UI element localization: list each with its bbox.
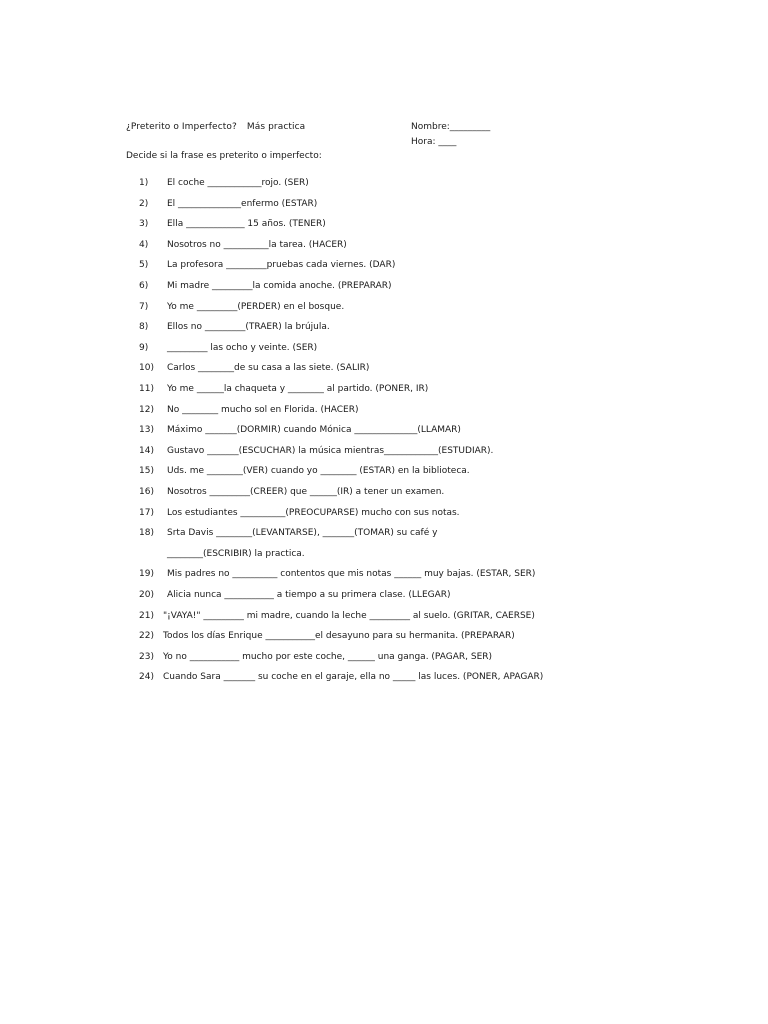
exercise-number: 14) (139, 445, 154, 456)
exercise-number: 2) (139, 198, 149, 209)
exercise-number: 21) (139, 610, 154, 621)
exercise-text: Los estudiantes __________(PREOCUPARSE) mucho con sus notas. (167, 507, 460, 518)
exercise-number: 1) (139, 178, 149, 188)
exercise-text: Gustavo _______(ESCUCHAR) la música mientras____________(ESTUDIAR). (167, 445, 494, 456)
name-field-label: Nombre:_________ (411, 122, 491, 132)
exercise-number: 3) (139, 219, 149, 230)
exercise-number: 12) (139, 404, 154, 415)
exercise-number: 20) (139, 590, 154, 600)
exercise-text: Todos los días Enrique ___________el desayuno para su hermanita. (PREPARAR) (163, 631, 515, 642)
exercise-number: 16) (139, 487, 154, 497)
title-left: ¿Preterito o Imperfecto? (126, 122, 237, 132)
exercise-text: Yo me _________(PERDER) en el bosque. (167, 301, 345, 312)
exercise-text: Yo me ______la chaqueta y ________ al partido. (PONER, IR) (167, 384, 429, 394)
worksheet-title (126, 122, 305, 132)
exercise-number: 11) (139, 384, 154, 394)
exercise-text: El ______________enfermo (ESTAR) (167, 198, 318, 209)
exercise-text: Máximo _______(DORMIR) cuando Mónica ______________(LLAMAR) (167, 425, 461, 436)
exercise-text: "¡VAYA!" _________ mi madre, cuando la leche _________ al suelo. (GRITAR, CAERSE) (163, 610, 535, 621)
exercise-text: Mi madre _________la comida anoche. (PREPARAR) (167, 281, 392, 291)
exercise-text: El coche ____________rojo. (SER) (167, 178, 309, 188)
exercise-text: Ella _____________ 15 años. (TENER) (167, 219, 326, 230)
exercise-number: 5) (139, 260, 149, 271)
exercise-text: Mis padres no __________ contentos que mis notas ______ muy bajas. (ESTAR, SER) (167, 569, 536, 580)
exercise-number: 13) (139, 425, 154, 436)
exercise-text: Nosotros no __________la tarea. (HACER) (167, 239, 347, 250)
exercise-text: La profesora _________pruebas cada viernes. (DAR) (167, 260, 396, 271)
exercise-text: Ellos no _________(TRAER) la brújula. (167, 322, 330, 333)
exercise-text: ________(ESCRIBIR) la practica. (167, 548, 305, 559)
exercise-number: 6) (139, 281, 149, 291)
exercise-number: 17) (139, 507, 154, 518)
exercise-text: Srta Davis ________(LEVANTARSE), _______(TOMAR) su café y (167, 528, 438, 539)
exercise-text: Nosotros _________(CREER) que ______(IR) a tener un examen. (167, 487, 445, 497)
exercise-text: Carlos ________de su casa a las siete. (SALIR) (167, 363, 370, 374)
exercise-number: 8) (139, 322, 149, 333)
exercise-text: Yo no ___________ mucho por este coche, ______ una ganga. (PAGAR, SER) (163, 651, 493, 662)
exercise-number: 4) (139, 239, 149, 250)
exercise-text: Cuando Sara _______ su coche en el garaje, ella no _____ las luces. (PONER, APAGAR) (163, 672, 544, 683)
exercise-number: 10) (139, 363, 154, 374)
exercise-number: 15) (139, 466, 154, 477)
exercise-text: Uds. me ________(VER) cuando yo ________ (ESTAR) en la biblioteca. (167, 466, 470, 477)
title-right: Más practica (246, 122, 306, 132)
exercise-text: Alicia nunca ___________ a tiempo a su primera clase. (LLEGAR) (167, 590, 451, 600)
exercise-number: 18) (139, 528, 154, 539)
instructions-text: Decide si la frase es preterito o imperfecto: (126, 151, 322, 161)
exercise-text: No ________ mucho sol en Florida. (HACER) (167, 404, 359, 415)
exercise-number: 19) (139, 569, 154, 580)
exercise-number: 9) (139, 342, 149, 353)
exercise-number: 22) (139, 631, 154, 642)
exercise-number: 7) (139, 301, 149, 312)
hora-field-label: Hora: ____ (411, 137, 457, 147)
exercise-text: _________ las ocho y veinte. (SER) (167, 342, 318, 353)
exercise-number: 23) (139, 651, 154, 662)
exercise-number: 24) (139, 672, 154, 683)
